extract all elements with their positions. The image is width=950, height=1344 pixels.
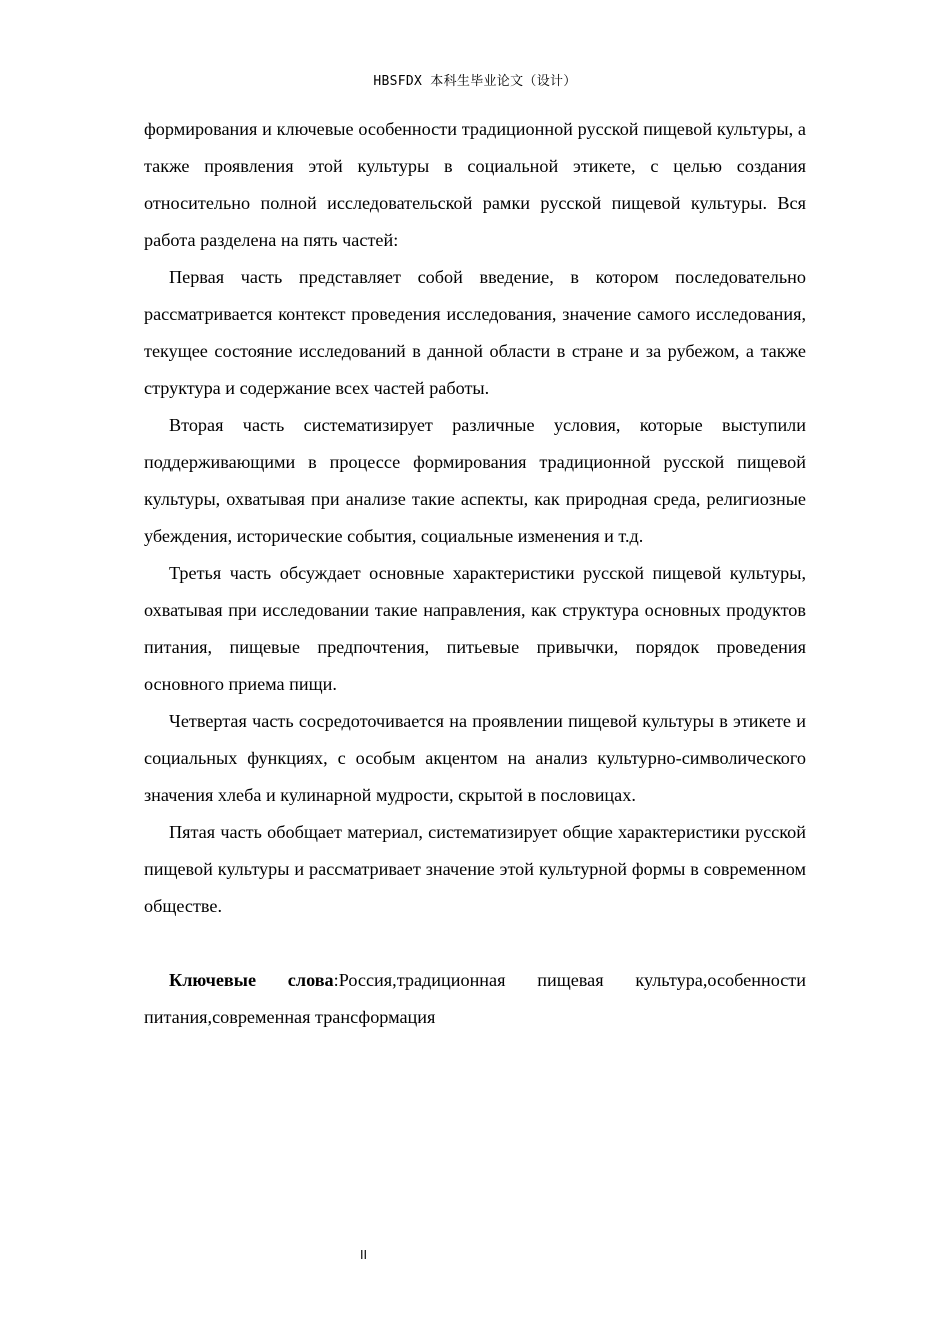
keywords-text: :Россия,традиционная пищевая культура,особенности питания,современная трансформация [144,970,806,1027]
paragraph-part-two: Вторая часть систематизирует различные условия, которые выступили поддерживающими в процессе формирования традиционной русской пищевой культуры, охватывая при анализе такие аспекты, как природная среда, религиозные убеждения, исторические события, социальные изменения и т.д. [144,415,806,546]
page-number: II [360,1248,368,1262]
page-body [144,111,806,1036]
running-header: HBSFDX 本科生毕业论文（设计） [373,74,577,89]
paragraph-part-five: Пятая часть обобщает материал, систематизирует общие характеристики русской пищевой культуры и рассматривает значение этой культурной формы в современном обществе. [144,822,806,916]
keywords-line [144,962,806,1036]
keywords-label: Ключевые слова [169,970,334,990]
paragraph-part-three: Третья часть обсуждает основные характеристики русской пищевой культуры, охватывая при исследовании такие направления, как структура основных продуктов питания, пищевые предпочтения, питьевые привычки, порядок проведения основного приема пищи. [144,563,806,694]
paragraph-part-four: Четвертая часть сосредоточивается на проявлении пищевой культуры в этикете и социальных функциях, с особым акцентом на анализ культурно-символического значения хлеба и кулинарной мудрости, скрытой в пословицах. [144,711,806,805]
paragraph-continuation: формирования и ключевые особенности традиционной русской пищевой культуры, а также проявления этой культуры в социальной этикете, с целью создания относительно полной исследовательской рамки русской пищевой культуры. Вся работа разделена на пять частей: [144,119,806,250]
paragraph-part-one: Первая часть представляет собой введение, в котором последовательно рассматривается контекст проведения исследования, значение самого исследования, текущее состояние исследований в данной области в стране и за рубежом, а также структура и содержание всех частей работы. [144,267,806,398]
